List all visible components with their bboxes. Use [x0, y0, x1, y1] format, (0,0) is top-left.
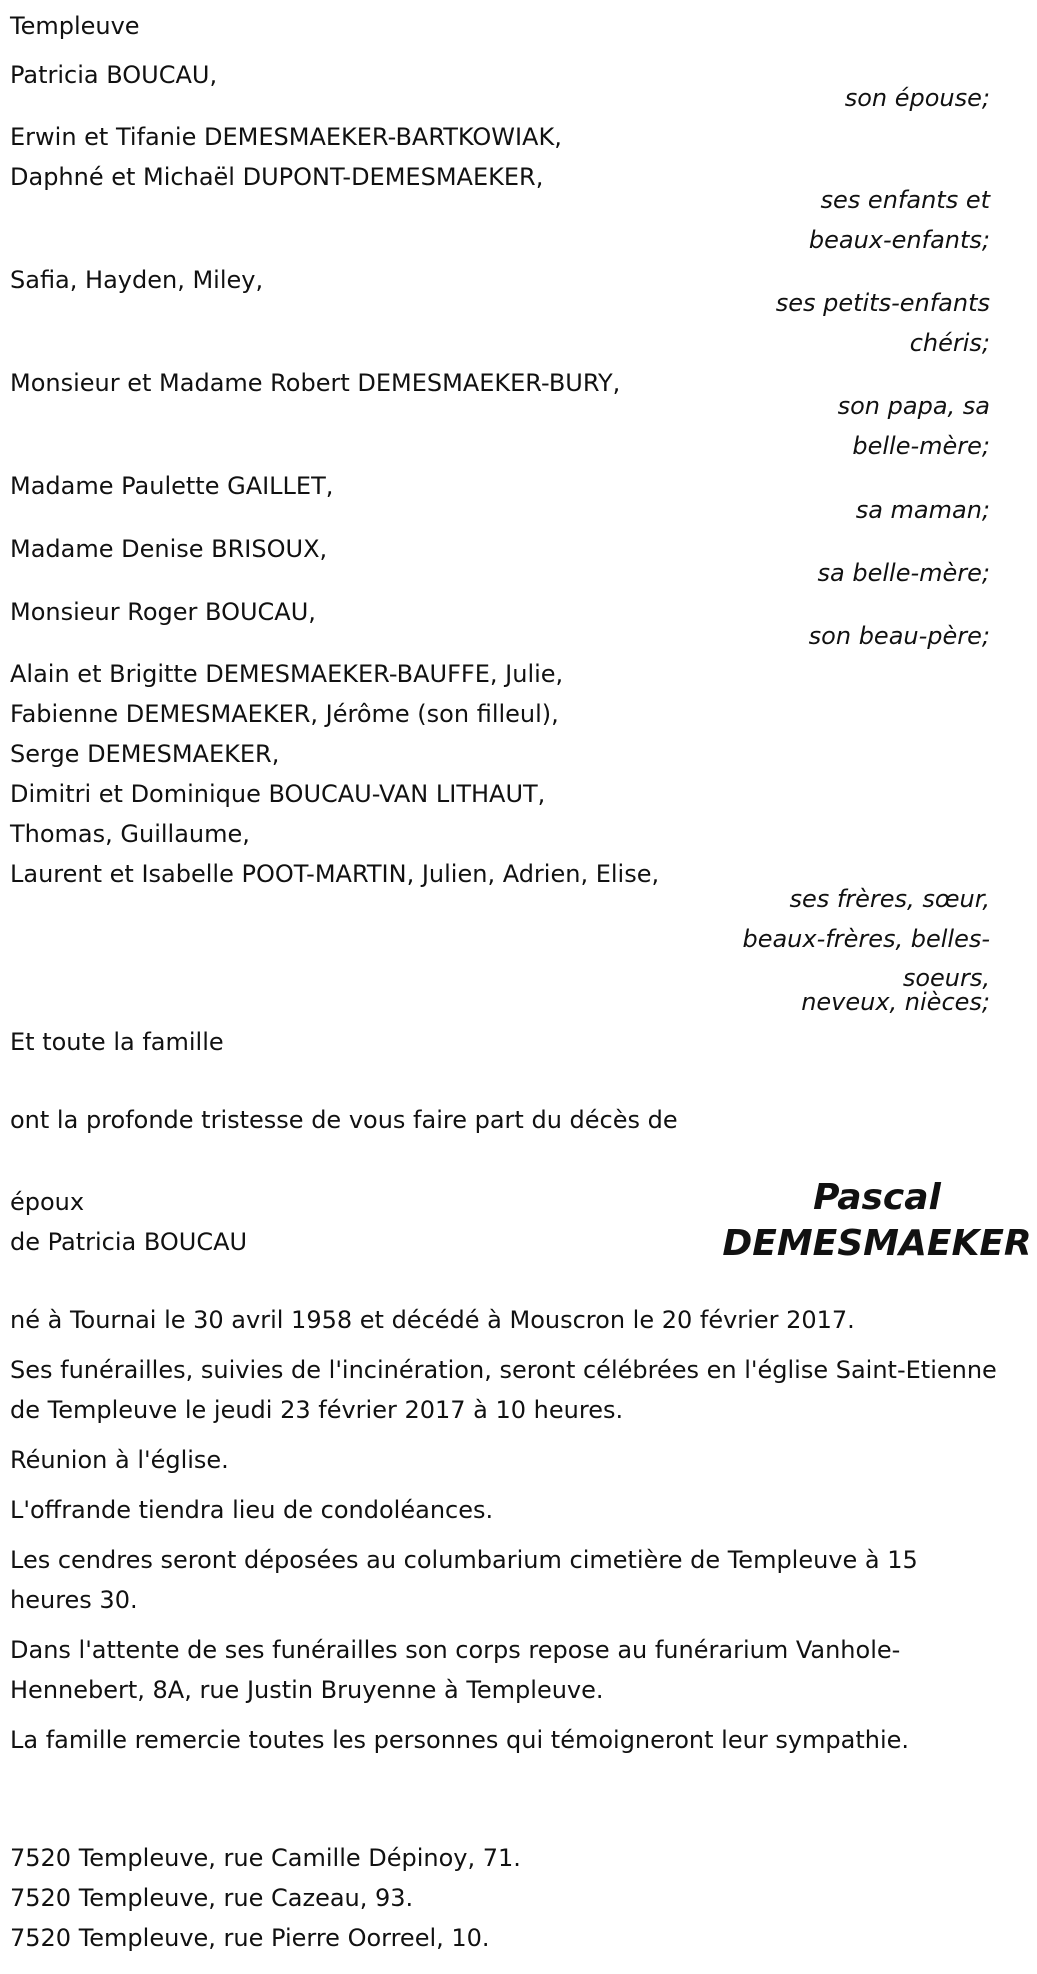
family-role-line: son beau-père; [808, 622, 990, 650]
family-name-line: Thomas, Guillaume, [10, 820, 250, 848]
family-role-line: belle-mère; [852, 432, 990, 460]
detail-paragraph: La famille remercie toutes les personnes qui témoigneront leur sympathie. [10, 1726, 910, 1754]
detail-paragraph: Dans l'attente de ses funérailles son corps repose au funérarium Vanhole-Hennebert, 8A, rue Justin Bruyenne à Templeuve. [10, 1636, 901, 1704]
detail-paragraph: L'offrande tiendra lieu de condoléances. [10, 1496, 494, 1524]
family-name-line: Daphné et Michaël DUPONT-DEMESMAEKER, [10, 163, 544, 191]
relation-line: époux [10, 1188, 85, 1216]
family-role-line: sa belle-mère; [817, 559, 990, 587]
deceased-first-name: Pascal [813, 1177, 941, 1218]
family-role-line: ses petits-enfants [775, 289, 990, 317]
detail-paragraph: Réunion à l'église. [10, 1446, 229, 1474]
family-role-line: beaux-frères, belles- [742, 925, 990, 953]
family-name-line: Monsieur et Madame Robert DEMESMAEKER-BURY, [10, 369, 621, 397]
detail-paragraph: Ses funérailles, suivies de l'incinération, seront célébrées en l'église Saint-Etienne de Templeuve le jeudi 23 février 2017 à 10 heures. [10, 1356, 997, 1424]
family-role-line: beaux-enfants; [808, 226, 990, 254]
address-line: 7520 Templeuve, rue Pierre Oorreel, 10. [10, 1924, 490, 1952]
family-name-line: Fabienne DEMESMAEKER, Jérôme (son filleul), [10, 700, 559, 728]
family-name-line: Safia, Hayden, Miley, [10, 266, 264, 294]
family-name-line: Dimitri et Dominique BOUCAU-VAN LITHAUT, [10, 780, 546, 808]
family-role-line: ses enfants et [820, 186, 990, 214]
family-role-line: neveux, nièces; [801, 988, 990, 1016]
family-role-line: soeurs, [902, 964, 990, 992]
family-role-line: son papa, sa [837, 392, 990, 420]
deceased-last-name: DEMESMAEKER [722, 1223, 1032, 1264]
relation-line: de Patricia BOUCAU [10, 1228, 248, 1256]
family-name-line: Patricia BOUCAU, [10, 61, 218, 89]
family-name-line: Erwin et Tifanie DEMESMAEKER-BARTKOWIAK, [10, 123, 562, 151]
family-role-line: ses frères, sœur, [789, 885, 990, 913]
deceased-name [717, 1175, 1037, 1267]
family-name-line: Serge DEMESMAEKER, [10, 740, 280, 768]
family-name-line: Monsieur Roger BOUCAU, [10, 598, 316, 626]
family-name-line: Laurent et Isabelle POOT-MARTIN, Julien, Adrien, Elise, [10, 860, 660, 888]
family-name-line: Madame Paulette GAILLET, [10, 472, 334, 500]
locality-heading: Templeuve [10, 12, 140, 40]
family-role-line: chéris; [909, 329, 990, 357]
closing-family: Et toute la famille [10, 1028, 224, 1056]
address-line: 7520 Templeuve, rue Cazeau, 93. [10, 1884, 414, 1912]
family-name-line: Alain et Brigitte DEMESMAEKER-BAUFFE, Julie, [10, 660, 564, 688]
announcement: ont la profonde tristesse de vous faire part du décès de [10, 1106, 678, 1134]
family-role-line: sa maman; [855, 496, 990, 524]
detail-paragraph: né à Tournai le 30 avril 1958 et décédé à Mouscron le 20 février 2017. [10, 1306, 855, 1334]
address-line: 7520 Templeuve, rue Camille Dépinoy, 71. [10, 1844, 521, 1872]
family-role-line: son épouse; [844, 84, 990, 112]
detail-paragraph: Les cendres seront déposées au columbarium cimetière de Templeuve à 15 heures 30. [10, 1546, 918, 1614]
family-name-line: Madame Denise BRISOUX, [10, 535, 328, 563]
